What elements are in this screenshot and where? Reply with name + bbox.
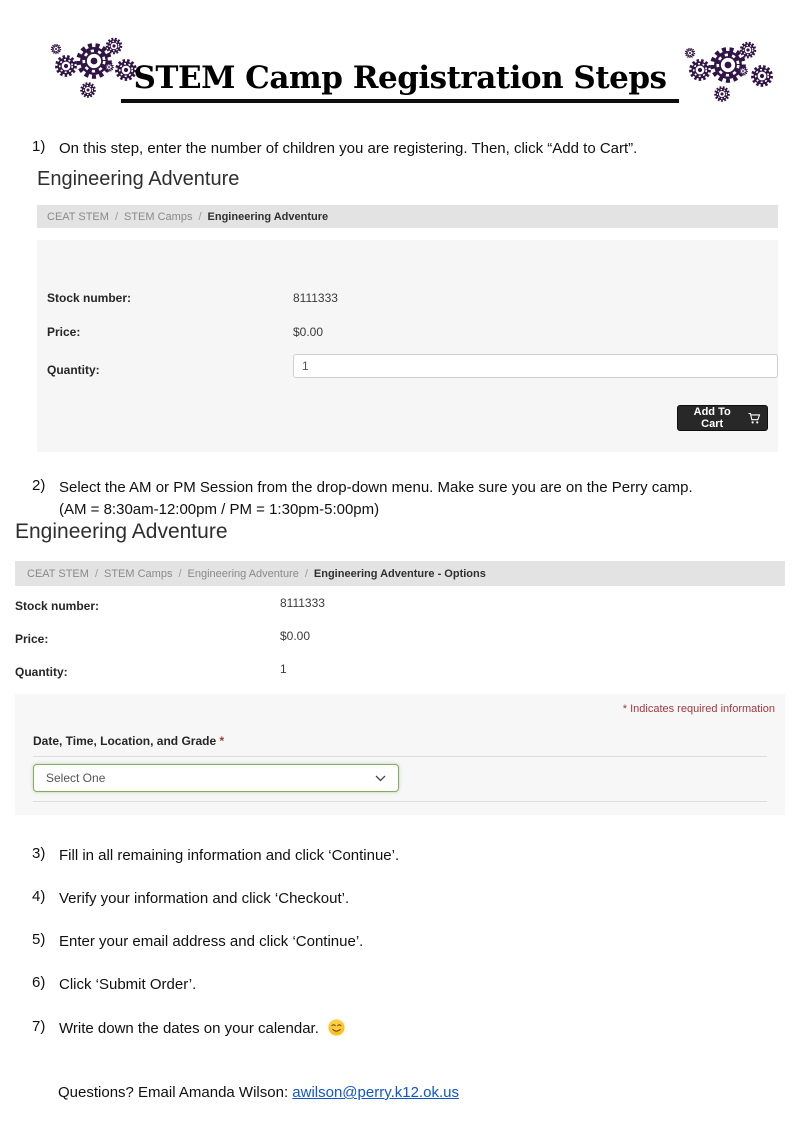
required-asterisk: * [219, 734, 225, 748]
step-text-line1: Select the AM or PM Session from the drop-down menu. Make sure you are on the Perry camp. [59, 479, 693, 496]
quantity-input[interactable] [293, 354, 778, 378]
step-text: Fill in all remaining information and click ‘Continue’. [59, 847, 400, 864]
breadcrumb-link-ceat-stem[interactable]: CEAT STEM [47, 210, 109, 223]
step-6 [32, 974, 774, 996]
stock-number-value: 8111333 [280, 596, 325, 610]
contact-email-link[interactable]: awilson@perry.k12.ok.us [292, 1084, 459, 1101]
chevron-down-icon [375, 775, 386, 782]
contact-line [58, 1084, 459, 1101]
price-value: $0.00 [280, 629, 311, 643]
date-time-location-grade-select[interactable] [33, 764, 399, 792]
option-group-label [33, 734, 224, 748]
contact-text: Questions? Email Amanda Wilson: [58, 1084, 289, 1101]
step-text: Click ‘Submit Order’. [59, 976, 197, 993]
step-text-line2: (AM = 8:30am-12:00pm / PM = 1:30pm-5:00pm) [59, 501, 380, 518]
price-label: Price: [15, 632, 49, 646]
option-group-label-text: Date, Time, Location, and Grade [33, 734, 217, 748]
product-panel [37, 240, 778, 452]
select-value: Select One [46, 771, 106, 785]
price-label: Price: [47, 325, 81, 339]
quantity-label: Quantity: [15, 665, 68, 679]
step-number: 3) [32, 845, 46, 862]
divider [33, 801, 767, 802]
breadcrumb [15, 561, 785, 586]
quantity-label: Quantity: [47, 363, 100, 377]
divider [33, 756, 767, 757]
page-title: STEM Camp Registration Steps [121, 60, 678, 103]
step-number: 1) [32, 138, 46, 155]
product-heading: Engineering Adventure [15, 520, 228, 543]
breadcrumb-link-stem-camps[interactable]: STEM Camps [124, 210, 193, 223]
step-4 [32, 888, 774, 910]
breadcrumb-link-stem-camps[interactable]: STEM Camps [104, 567, 173, 580]
step-text: Enter your email address and click ‘Continue’. [59, 933, 364, 950]
step-number: 5) [32, 931, 46, 948]
breadcrumb-link-ceat-stem[interactable]: CEAT STEM [27, 567, 89, 580]
breadcrumb-separator: / [94, 567, 98, 580]
breadcrumb-current: Engineering Adventure [207, 210, 329, 223]
breadcrumb-separator: / [198, 210, 202, 223]
step-text: On this step, enter the number of children you are registering. Then, click “Add to Cart”. [59, 140, 638, 157]
step-number: 7) [32, 1018, 46, 1035]
stock-number-label: Stock number: [47, 291, 132, 305]
required-info-note: * Indicates required information [622, 703, 775, 715]
breadcrumb-separator: / [114, 210, 118, 223]
step-3 [32, 845, 774, 867]
step-text-content: Write down the dates on your calendar. [59, 1020, 319, 1037]
options-panel [15, 694, 785, 815]
step-number: 2) [32, 477, 46, 494]
breadcrumb-separator: / [178, 567, 182, 580]
breadcrumb-link-engineering-adventure[interactable]: Engineering Adventure [187, 567, 299, 580]
step-text [59, 1018, 774, 1040]
step-1 [32, 138, 774, 160]
smiling-emoji-icon [328, 1019, 345, 1036]
product-heading: Engineering Adventure [37, 168, 240, 190]
add-to-cart-button[interactable] [677, 405, 768, 431]
breadcrumb-separator: / [304, 567, 308, 580]
add-to-cart-label: Add To Cart [693, 406, 731, 430]
breadcrumb-current: Engineering Adventure - Options [313, 567, 486, 580]
step-text: Verify your information and click ‘Checkout’. [59, 890, 350, 907]
step-number: 6) [32, 974, 46, 991]
step-text [59, 477, 774, 521]
stock-number-value: 8111333 [293, 291, 338, 305]
cart-icon [748, 412, 761, 425]
breadcrumb [37, 205, 778, 228]
step-7 [32, 1018, 774, 1040]
step-2 [32, 477, 774, 521]
price-value: $0.00 [293, 325, 324, 339]
stock-number-label: Stock number: [15, 599, 100, 613]
step-number: 4) [32, 888, 46, 905]
quantity-value: 1 [280, 662, 287, 676]
step-5 [32, 931, 774, 953]
